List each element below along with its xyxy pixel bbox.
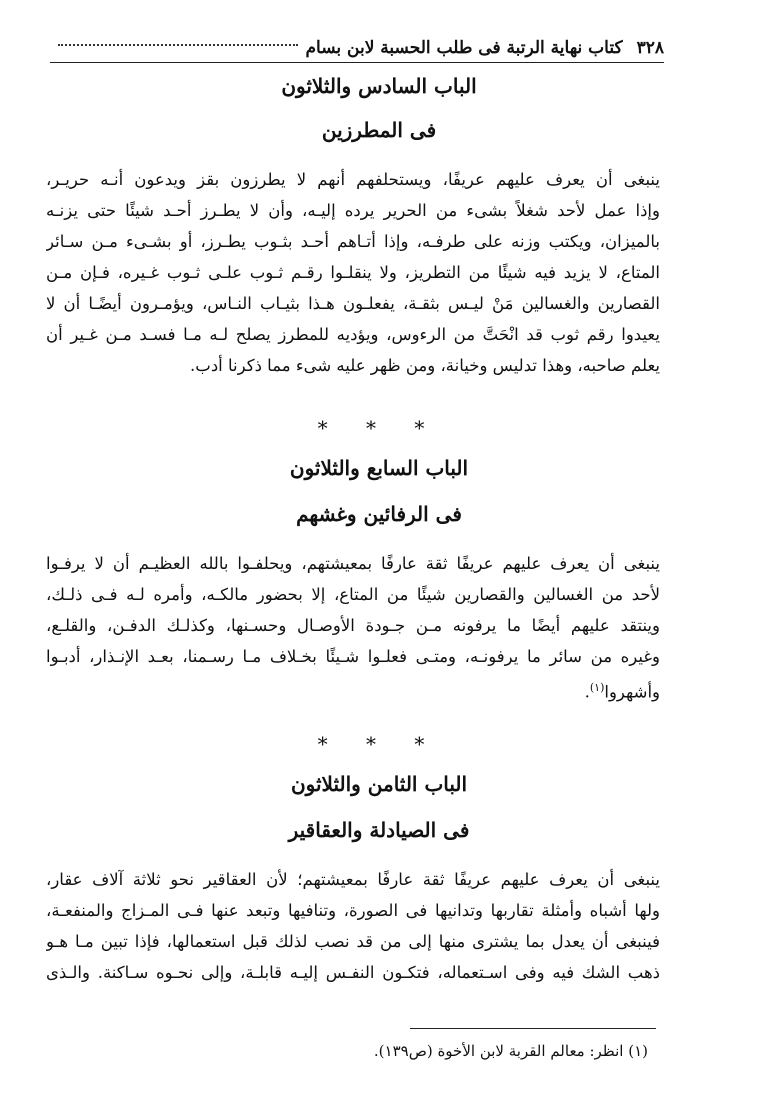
footnote-rule (410, 1028, 656, 1029)
text-line-content: وأشهروا (604, 682, 660, 702)
text-line: وإذا عمل لأحد شغلاً بشىء من الحرير يرده إليـه، وأن لا يطـرز أحـد شيئًا حتى يزنـه (46, 201, 660, 220)
text-line: ذهب الشك فيه وفى اسـتعماله، فتكـون النفـس إليـه قابلـة، وإلى نحـوه سـاكنة. والـذى (46, 963, 660, 982)
chapter-title-38: الباب الثامن والثلاثون (290, 772, 468, 796)
text-line: يعلم صاحبه، وهذا تدليس وخيانة، ومن ظهر عليه شىء مما ذكرنا أدب. (190, 356, 660, 375)
text-line: ينبغى أن يعرف عليهم عريفًا ثقة عارفًا بمعيشتهم، ويحلفـوا بالله العظيـم أن لا يرفـوا (46, 554, 660, 573)
chapter-title-36: الباب السادس والثلاثون (281, 74, 477, 98)
period: . (584, 682, 590, 702)
page-number: ٣٢٨ (636, 38, 664, 58)
paragraph-37 (46, 548, 660, 708)
text-line: ينبغى أن يعرف عليهم عريفًا، ويستحلفهم أنهم لا يطرزون بقز ويدعون أنـه حريـر، (46, 170, 660, 189)
text-line: ولها أشباه وأمثلة تقاربها وتدانيها فى الصورة، وتنافيها وتبعد عنها فـى المـزاج والمنفعـة، (46, 901, 660, 920)
text-line: لأحد من الغسالين والقصارين شيئًا من المتاع، إلا بحضور مالكـه، وأمره لـه فـى ذلـك، (46, 585, 660, 604)
paragraph-38 (46, 864, 660, 988)
section-separator: * * * (317, 732, 441, 756)
chapter-title-37: الباب السابع والثلاثون (289, 456, 469, 480)
text-line: يعيدوا رقم ثوب قد انْحَتَّ من الرءوس، ويؤديه للمطرز يصلح لـه مـا فسـد مـن غـير أن (46, 325, 660, 344)
text-line: القصارين والغسالين مَنْ ليـس بثقـة، يفعلـون هـذا بثيـاب النـاس، ويؤمـرون أيضًـا أن لا (46, 294, 660, 313)
footnote-reference: (١) (589, 681, 605, 694)
text-line: بالميزان، ويكتب وزنه على طرفـه، وإذا أتـاهم أحـد بثـوب يطـرز، أو بشـىء مـن سـائر (46, 232, 660, 251)
text-line: ينبغى أن يعرف عليهم عريفًا ثقة عارفًا بمعيشتهم؛ لأن العقاقير نحو ثلاثة آلاف عقار، (46, 870, 660, 889)
chapter-subtitle-37: فى الرفائين وغشهم (296, 502, 462, 526)
chapter-subtitle-38: فى الصيادلة والعقاقير (288, 818, 470, 842)
chapter-subtitle-36: فى المطرزين (321, 118, 437, 142)
text-line (46, 672, 660, 708)
running-title: كتاب نهاية الرتبة فى طلب الحسبة لابن بسام (305, 38, 623, 58)
paragraph-36 (46, 164, 660, 381)
text-line: المتاع، لا يزيد فيه شيئًا من التطريز، ولا ينقلـوا رقـم ثـوب علـى ثـوب غـيره، فـإن مـن (46, 263, 660, 282)
text-line: وينتقد عليهم أيضًا ما يرفونه مـن جـودة الأوصـال وحسـنها، وكذلـك الدفـن، والقلـع، (46, 616, 660, 635)
section-separator: * * * (317, 416, 441, 440)
text-line: وغيره من سائر ما يرفونـه، ومتـى فعلـوا شـيئًا بخـلاف مـا رسـمنا، بعـد الإنـذار، أدبـوا (46, 647, 660, 666)
footnote: (١) انظر: معالم القربة لابن الأخوة (ص١٣٩). (373, 1042, 648, 1060)
text-line: فينبغى أن يعدل بما يشترى منها إلى من قد نصب لذلك قبل استعمالها، فإذا تبين مـا هـو (46, 932, 660, 951)
page-header (50, 34, 664, 63)
header-dot-leader (58, 44, 298, 46)
